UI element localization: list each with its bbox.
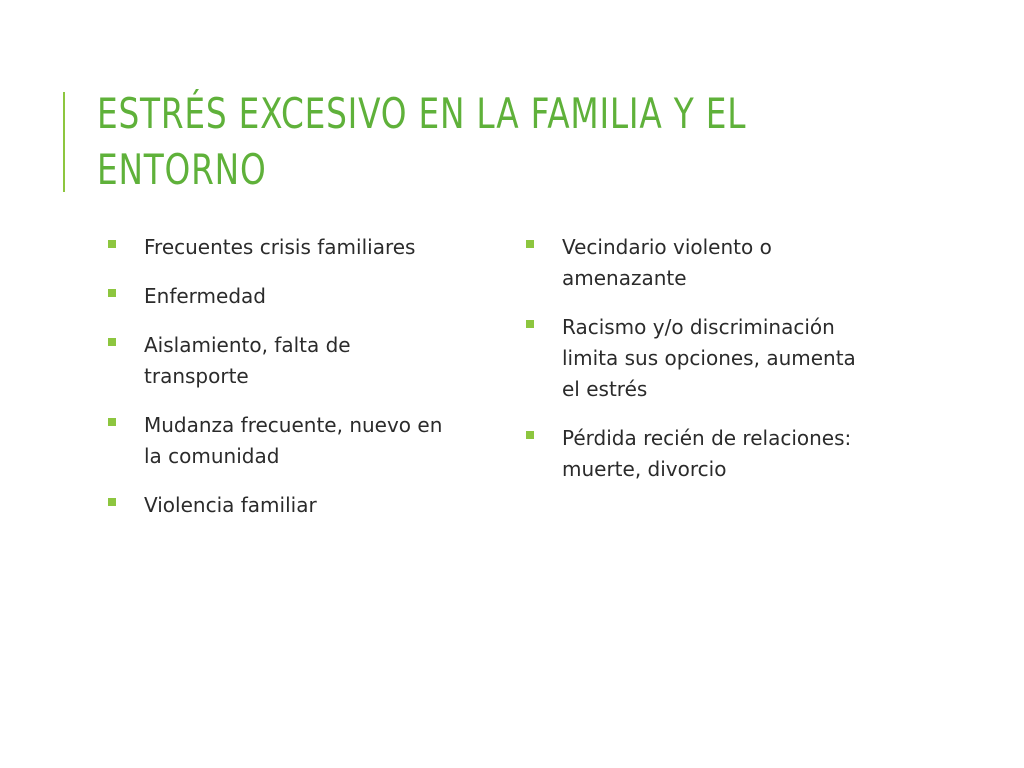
- bullet-text-line: Pérdida recién de relaciones:: [562, 426, 852, 450]
- slide-title-line-2: ENTORNO: [97, 145, 267, 194]
- left-bullet-list: [108, 232, 498, 539]
- bullet-text-line: Mudanza frecuente, nuevo en: [144, 413, 443, 437]
- title-accent-bar: [63, 92, 65, 192]
- square-bullet-icon: [108, 240, 116, 248]
- bullet-text-line: Frecuentes crisis familiares: [144, 235, 416, 259]
- bullet-text-line: limita sus opciones, aumenta: [562, 346, 856, 370]
- bullet-text-line: amenazante: [562, 266, 687, 290]
- left-bullet-item: [108, 410, 498, 472]
- right-bullet-list: [526, 232, 916, 503]
- square-bullet-icon: [108, 338, 116, 346]
- bullet-text-line: el estrés: [562, 377, 648, 401]
- bullet-text-line: Racismo y/o discriminación: [562, 315, 835, 339]
- bullet-text-line: Enfermedad: [144, 284, 266, 308]
- bullet-text-line: transporte: [144, 364, 249, 388]
- square-bullet-icon: [108, 498, 116, 506]
- square-bullet-icon: [108, 418, 116, 426]
- square-bullet-icon: [526, 320, 534, 328]
- left-bullet-item: [108, 330, 498, 392]
- right-bullet-item: [526, 312, 916, 405]
- bullet-text-line: Vecindario violento o: [562, 235, 772, 259]
- left-bullet-item: [108, 232, 498, 263]
- bullet-text-line: Aislamiento, falta de: [144, 333, 351, 357]
- square-bullet-icon: [526, 240, 534, 248]
- square-bullet-icon: [526, 431, 534, 439]
- left-bullet-item: [108, 281, 498, 312]
- bullet-text-line: muerte, divorcio: [562, 457, 727, 481]
- slide-title-line-1: ESTRÉS EXCESIVO EN LA FAMILIA Y EL: [97, 89, 747, 138]
- left-bullet-item: [108, 490, 498, 521]
- slide-title: [97, 86, 747, 198]
- right-bullet-item: [526, 232, 916, 294]
- square-bullet-icon: [108, 289, 116, 297]
- bullet-text-line: Violencia familiar: [144, 493, 317, 517]
- right-bullet-item: [526, 423, 916, 485]
- bullet-text-line: la comunidad: [144, 444, 280, 468]
